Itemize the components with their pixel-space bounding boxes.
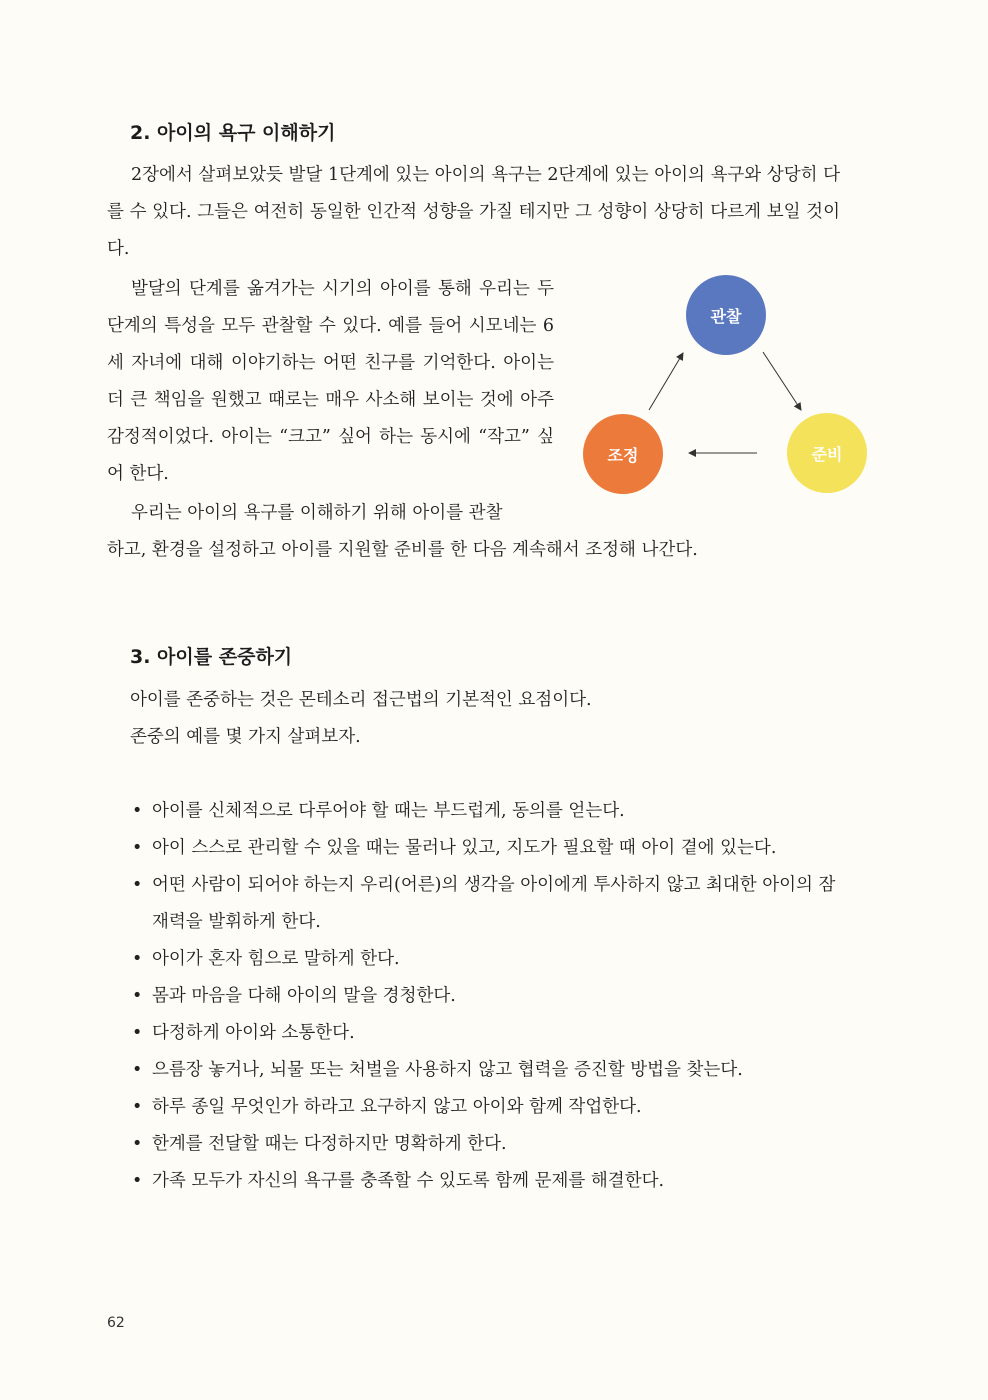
- node-observe-label: 관찰: [710, 306, 742, 326]
- list-item: • 어떤 사람이 되어야 하는지 우리(어른)의 생각을 아이에게 투사하지 않고 최대한 아이의 잠재력을 발휘하게 한다.: [130, 867, 840, 941]
- node-prepare-label: 준비: [811, 444, 843, 464]
- respect-intro-line2: 존중의 예를 몇 가지 살펴보자.: [130, 727, 361, 747]
- page-number: 62: [107, 1315, 125, 1331]
- list-item: • 한계를 전달할 때는 다정하지만 명확하게 한다.: [130, 1126, 840, 1163]
- node-prepare: [787, 413, 867, 493]
- list-item: • 몸과 마음을 다해 아이의 말을 경청한다.: [130, 978, 840, 1015]
- list-item: • 하루 종일 무엇인가 하라고 요구하지 않고 아이와 함께 작업한다.: [130, 1089, 840, 1126]
- paragraph-needs-intro: 2장에서 살펴보았듯 발달 1단계에 있는 아이의 욕구는 2단계에 있는 아이의 욕구와 상당히 다를 수 있다. 그들은 여전히 동일한 인간적 성향을 가질 테지만 그 성향이 상당히 다르게 보일 것이다.: [107, 165, 840, 259]
- node-adjust: [583, 414, 663, 494]
- node-adjust-label: 조정: [607, 445, 639, 465]
- list-item: • 으름장 놓거나, 뇌물 또는 처벌을 사용하지 않고 협력을 증진할 방법을 찾는다.: [130, 1052, 840, 1089]
- bullet-icon: •: [132, 949, 143, 969]
- list-item: • 아이가 혼자 힘으로 말하게 한다.: [130, 941, 840, 978]
- respect-intro-line1: 아이를 존중하는 것은 몬테소리 접근법의 기본적인 요점이다.: [130, 690, 592, 710]
- bullet-icon: •: [132, 1171, 143, 1191]
- bullet-icon: •: [132, 1134, 143, 1154]
- list-item: • 가족 모두가 자신의 욕구를 충족할 수 있도록 함께 문제를 해결한다.: [130, 1163, 840, 1200]
- paragraph-observe-line1: 우리는 아이의 욕구를 이해하기 위해 아이를 관찰: [131, 503, 503, 523]
- node-observe: [686, 275, 766, 355]
- bullet-icon: •: [132, 986, 143, 1006]
- list-item: • 아이를 신체적으로 다루어야 할 때는 부드럽게, 동의를 얻는다.: [130, 793, 840, 830]
- respect-examples-list: [130, 793, 840, 1200]
- list-item: • 아이 스스로 관리할 수 있을 때는 물러나 있고, 지도가 필요할 때 아이 곁에 있는다.: [130, 830, 840, 867]
- section-heading-2: 2. 아이의 욕구 이해하기: [130, 122, 336, 144]
- bullet-icon: •: [132, 1023, 143, 1043]
- arrow-observe-to-prepare: [763, 352, 801, 410]
- bullet-icon: •: [132, 801, 143, 821]
- paragraph-transition-example: 발달의 단계를 옮겨가는 시기의 아이를 통해 우리는 두 단계의 특성을 모두 관찰할 수 있다. 예를 들어 시모네는 6세 자녀에 대해 이야기하는 어떤 친구를 기억한다. 아이는 더 큰 책임을 원했고 때로는 매우 사소해 보이는 것에 아주 감정적이었다. 아이는 “크고” 싶어 하는 동시에 “작고” 싶어 한다.: [107, 279, 554, 484]
- section-heading-3: 3. 아이를 존중하기: [130, 646, 293, 668]
- bullet-icon: •: [132, 1060, 143, 1080]
- bullet-icon: •: [132, 838, 143, 858]
- bullet-icon: •: [132, 1097, 143, 1117]
- cycle-diagram: [575, 270, 875, 500]
- bullet-icon: •: [132, 875, 143, 895]
- paragraph-observe-line2: 하고, 환경을 설정하고 아이를 지원할 준비를 한 다음 계속해서 조정해 나간다.: [107, 540, 698, 560]
- arrow-adjust-to-observe: [649, 353, 683, 410]
- list-item: • 다정하게 아이와 소통한다.: [130, 1015, 840, 1052]
